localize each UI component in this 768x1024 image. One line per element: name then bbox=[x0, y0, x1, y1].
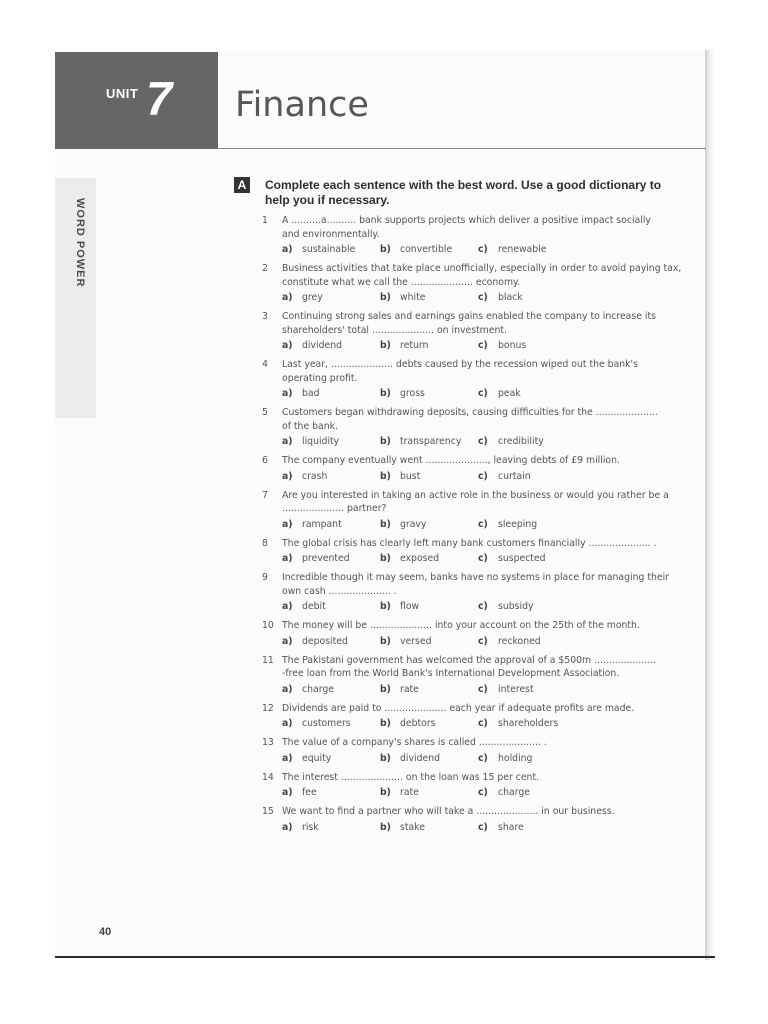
question-text-continued: and environmentally. bbox=[282, 228, 380, 240]
option-word: grey bbox=[302, 292, 323, 303]
option-letter: c) bbox=[478, 787, 488, 798]
question-number: 12 bbox=[262, 702, 274, 714]
question-list bbox=[262, 214, 682, 840]
option-letter: a) bbox=[282, 340, 293, 351]
option-b[interactable] bbox=[380, 552, 478, 565]
option-word: charge bbox=[302, 683, 334, 695]
option-letter: c) bbox=[478, 340, 488, 351]
option-a[interactable] bbox=[282, 470, 380, 483]
option-letter: a) bbox=[282, 518, 293, 530]
answer-options bbox=[262, 683, 682, 696]
answer-options bbox=[262, 243, 682, 256]
question-text: Last year, ..................... debts caused by the recession wiped out the bank's bbox=[282, 359, 638, 370]
question-text: The company eventually went ....................., leaving debts of £9 million. bbox=[282, 455, 620, 466]
option-word: gross bbox=[400, 388, 425, 399]
question-text: We want to find a partner who will take a ..................... in our business. bbox=[282, 806, 615, 817]
option-word: shareholders bbox=[498, 718, 559, 729]
question-text-continued: own cash ..................... . bbox=[282, 585, 397, 597]
option-letter: c) bbox=[478, 752, 488, 764]
option-letter: a) bbox=[282, 553, 293, 564]
option-c[interactable] bbox=[478, 821, 598, 834]
side-tab-label: WORD POWER bbox=[74, 198, 86, 288]
answer-options bbox=[262, 752, 682, 765]
option-word: bonus bbox=[498, 340, 527, 351]
option-word: liquidity bbox=[302, 436, 340, 447]
question-item bbox=[262, 619, 682, 648]
question-text: The value of a company's shares is called ..................... . bbox=[282, 737, 547, 748]
option-word: exposed bbox=[400, 553, 440, 564]
option-word: suspected bbox=[498, 553, 546, 564]
question-number: 14 bbox=[262, 771, 274, 783]
option-letter: c) bbox=[478, 388, 488, 399]
option-a[interactable] bbox=[282, 821, 380, 834]
question-item bbox=[262, 805, 682, 834]
question-number: 3 bbox=[262, 311, 268, 322]
option-letter: c) bbox=[478, 635, 488, 647]
option-letter: b) bbox=[380, 470, 391, 482]
option-a[interactable] bbox=[282, 387, 380, 400]
option-b[interactable] bbox=[380, 243, 478, 256]
question-number: 2 bbox=[262, 263, 268, 274]
option-letter: b) bbox=[380, 635, 391, 647]
option-a[interactable] bbox=[282, 518, 380, 531]
option-a[interactable] bbox=[282, 552, 380, 565]
option-c[interactable] bbox=[478, 339, 598, 352]
option-a[interactable] bbox=[282, 435, 380, 448]
option-letter: b) bbox=[380, 787, 391, 798]
question-number: 9 bbox=[262, 572, 268, 583]
option-word: reckoned bbox=[498, 635, 541, 647]
question-item bbox=[262, 702, 682, 731]
option-word: deposited bbox=[302, 635, 348, 647]
question-item bbox=[262, 358, 682, 400]
option-a[interactable] bbox=[282, 600, 380, 613]
option-a[interactable] bbox=[282, 635, 380, 648]
option-letter: b) bbox=[380, 821, 391, 833]
option-a[interactable] bbox=[282, 339, 380, 352]
option-c[interactable] bbox=[478, 600, 598, 613]
question-text: Customers began withdrawing deposits, causing difficulties for the ..................... bbox=[282, 407, 658, 418]
unit-label: UNIT bbox=[106, 86, 139, 101]
answer-options bbox=[262, 291, 682, 304]
option-letter: c) bbox=[478, 244, 488, 255]
question-number: 11 bbox=[262, 654, 274, 666]
question-text-continued: -free loan from the World Bank's International Development Association. bbox=[282, 668, 620, 679]
option-word: subsidy bbox=[498, 601, 534, 612]
answer-options bbox=[262, 518, 682, 531]
answer-options bbox=[262, 600, 682, 613]
option-a[interactable] bbox=[282, 291, 380, 304]
option-word: black bbox=[498, 292, 523, 303]
question-item bbox=[262, 736, 682, 765]
option-a[interactable] bbox=[282, 752, 380, 765]
option-c[interactable] bbox=[478, 435, 598, 448]
option-a[interactable] bbox=[282, 243, 380, 256]
option-letter: a) bbox=[282, 821, 293, 833]
option-b[interactable] bbox=[380, 786, 478, 799]
answer-options bbox=[262, 635, 682, 648]
answer-options bbox=[262, 552, 682, 565]
page-number: 40 bbox=[99, 926, 112, 938]
question-text: The money will be ..................... into your account on the 25th of the month. bbox=[282, 620, 640, 631]
option-letter: c) bbox=[478, 683, 488, 695]
unit-number: 7 bbox=[146, 72, 173, 125]
option-letter: b) bbox=[380, 388, 391, 399]
answer-options bbox=[262, 821, 682, 834]
question-number: 8 bbox=[262, 537, 268, 549]
option-b[interactable] bbox=[380, 752, 478, 765]
option-word: dividend bbox=[302, 340, 342, 351]
option-letter: a) bbox=[282, 436, 293, 447]
option-letter: a) bbox=[282, 787, 293, 798]
unit-title: Finance bbox=[235, 85, 369, 125]
option-b[interactable] bbox=[380, 717, 478, 730]
option-a[interactable] bbox=[282, 717, 380, 730]
option-word: white bbox=[400, 292, 426, 303]
option-word: versed bbox=[400, 635, 432, 647]
option-a[interactable] bbox=[282, 683, 380, 696]
option-c[interactable] bbox=[478, 291, 598, 304]
option-word: gravy bbox=[400, 518, 427, 530]
option-letter: a) bbox=[282, 388, 293, 399]
option-word: stake bbox=[400, 821, 425, 833]
option-word: customers bbox=[302, 718, 351, 729]
option-letter: b) bbox=[380, 244, 391, 255]
option-c[interactable] bbox=[478, 518, 598, 531]
question-text: Are you interested in taking an active role in the business or would you rather be a bbox=[282, 489, 669, 501]
question-text-continued: operating profit. bbox=[282, 372, 358, 384]
option-letter: b) bbox=[380, 292, 391, 303]
question-number: 5 bbox=[262, 407, 268, 418]
option-c[interactable] bbox=[478, 470, 598, 483]
option-c[interactable] bbox=[478, 717, 598, 730]
answer-options bbox=[262, 387, 682, 400]
answer-options bbox=[262, 717, 682, 730]
option-letter: b) bbox=[380, 601, 391, 612]
option-word: transparency bbox=[400, 436, 462, 447]
question-number: 15 bbox=[262, 806, 274, 817]
question-text: A ..........a.......... bank supports projects which deliver a positive impact socially bbox=[282, 215, 651, 226]
option-letter: c) bbox=[478, 553, 488, 564]
option-word: holding bbox=[498, 752, 533, 764]
question-text-continued: ..................... partner? bbox=[282, 503, 387, 514]
question-item bbox=[262, 214, 682, 256]
option-b[interactable] bbox=[380, 518, 478, 531]
question-text: Continuing strong sales and earnings gains enabled the company to increase its bbox=[282, 311, 656, 322]
option-word: renewable bbox=[498, 244, 547, 255]
option-word: curtain bbox=[498, 470, 531, 482]
question-number: 6 bbox=[262, 455, 268, 466]
question-text-continued: of the bank. bbox=[282, 420, 338, 432]
question-item bbox=[262, 406, 682, 448]
option-letter: c) bbox=[478, 470, 488, 482]
option-letter: c) bbox=[478, 518, 488, 530]
answer-options bbox=[262, 786, 682, 799]
option-word: crash bbox=[302, 470, 328, 482]
option-letter: a) bbox=[282, 244, 293, 255]
question-item bbox=[262, 571, 682, 613]
header-divider bbox=[218, 148, 706, 149]
option-letter: a) bbox=[282, 635, 293, 647]
option-letter: a) bbox=[282, 683, 293, 695]
option-b[interactable] bbox=[380, 387, 478, 400]
option-b[interactable] bbox=[380, 470, 478, 483]
option-letter: b) bbox=[380, 436, 391, 447]
option-word: prevented bbox=[302, 553, 350, 564]
question-number: 1 bbox=[262, 215, 268, 226]
option-b[interactable] bbox=[380, 683, 478, 696]
option-word: charge bbox=[498, 787, 530, 798]
option-word: rampant bbox=[302, 518, 342, 530]
question-text-continued: constitute what we call the ..................... economy. bbox=[282, 276, 521, 288]
option-letter: a) bbox=[282, 601, 293, 612]
option-word: rate bbox=[400, 787, 419, 798]
option-letter: a) bbox=[282, 292, 293, 303]
question-item bbox=[262, 771, 682, 800]
option-b[interactable] bbox=[380, 821, 478, 834]
answer-options bbox=[262, 435, 682, 448]
option-c[interactable] bbox=[478, 752, 598, 765]
question-text: The global crisis has clearly left many bank customers financially ..................... . bbox=[282, 537, 657, 549]
option-a[interactable] bbox=[282, 786, 380, 799]
bottom-rule bbox=[55, 956, 715, 958]
question-item bbox=[262, 310, 682, 352]
question-text: The interest ..................... on the loan was 15 per cent. bbox=[282, 771, 540, 783]
question-item bbox=[262, 454, 682, 483]
answer-options bbox=[262, 470, 682, 483]
option-b[interactable] bbox=[380, 339, 478, 352]
option-c[interactable] bbox=[478, 387, 598, 400]
section-letter-badge: A bbox=[234, 177, 250, 193]
option-word: share bbox=[498, 821, 524, 833]
option-c[interactable] bbox=[478, 786, 598, 799]
question-number: 13 bbox=[262, 737, 274, 748]
question-text: Incredible though it may seem, banks have no systems in place for managing their bbox=[282, 572, 669, 583]
option-b[interactable] bbox=[380, 435, 478, 448]
option-letter: b) bbox=[380, 518, 391, 530]
option-word: convertible bbox=[400, 244, 453, 255]
option-letter: c) bbox=[478, 718, 488, 729]
option-word: dividend bbox=[400, 752, 440, 764]
option-letter: c) bbox=[478, 436, 488, 447]
section-instruction: Complete each sentence with the best word. Use a good dictionary to help you if necessary. bbox=[265, 178, 662, 207]
option-word: sleeping bbox=[498, 518, 538, 530]
option-b[interactable] bbox=[380, 600, 478, 613]
option-word: credibility bbox=[498, 436, 544, 447]
option-letter: b) bbox=[380, 718, 391, 729]
option-word: debtors bbox=[400, 718, 436, 729]
option-letter: b) bbox=[380, 752, 391, 764]
option-letter: c) bbox=[478, 821, 488, 833]
question-text: The Pakistani government has welcomed the approval of a $500m ..................... bbox=[282, 654, 657, 666]
question-number: 10 bbox=[262, 620, 274, 631]
question-item bbox=[262, 262, 682, 304]
option-word: fee bbox=[302, 787, 317, 798]
option-b[interactable] bbox=[380, 635, 478, 648]
option-letter: b) bbox=[380, 683, 391, 695]
option-letter: b) bbox=[380, 340, 391, 351]
option-word: debit bbox=[302, 601, 326, 612]
option-word: bad bbox=[302, 388, 320, 399]
question-item bbox=[262, 537, 682, 566]
option-word: rate bbox=[400, 683, 419, 695]
question-number: 7 bbox=[262, 489, 268, 501]
option-letter: a) bbox=[282, 470, 293, 482]
option-word: flow bbox=[400, 601, 420, 612]
question-number: 4 bbox=[262, 359, 268, 370]
question-text-continued: shareholders' total ..................... on investment. bbox=[282, 324, 507, 336]
question-item bbox=[262, 489, 682, 531]
answer-options bbox=[262, 339, 682, 352]
question-item bbox=[262, 654, 682, 696]
option-word: interest bbox=[498, 683, 534, 695]
option-c[interactable] bbox=[478, 683, 598, 696]
question-text: Dividends are paid to ..................... each year if adequate profits are made. bbox=[282, 702, 635, 714]
page-edge-shadow bbox=[705, 50, 715, 960]
option-word: sustainable bbox=[302, 244, 356, 255]
option-word: return bbox=[400, 340, 429, 351]
option-letter: c) bbox=[478, 601, 488, 612]
option-c[interactable] bbox=[478, 552, 598, 565]
option-letter: a) bbox=[282, 718, 293, 729]
option-word: risk bbox=[302, 821, 319, 833]
option-letter: c) bbox=[478, 292, 488, 303]
option-word: peak bbox=[498, 388, 521, 399]
option-b[interactable] bbox=[380, 291, 478, 304]
option-c[interactable] bbox=[478, 243, 598, 256]
option-letter: b) bbox=[380, 553, 391, 564]
option-c[interactable] bbox=[478, 635, 598, 648]
question-text: Business activities that take place unofficially, especially in order to avoid paying tax, bbox=[282, 263, 682, 274]
option-word: equity bbox=[302, 752, 332, 764]
option-word: bust bbox=[400, 470, 421, 482]
option-letter: a) bbox=[282, 752, 293, 764]
